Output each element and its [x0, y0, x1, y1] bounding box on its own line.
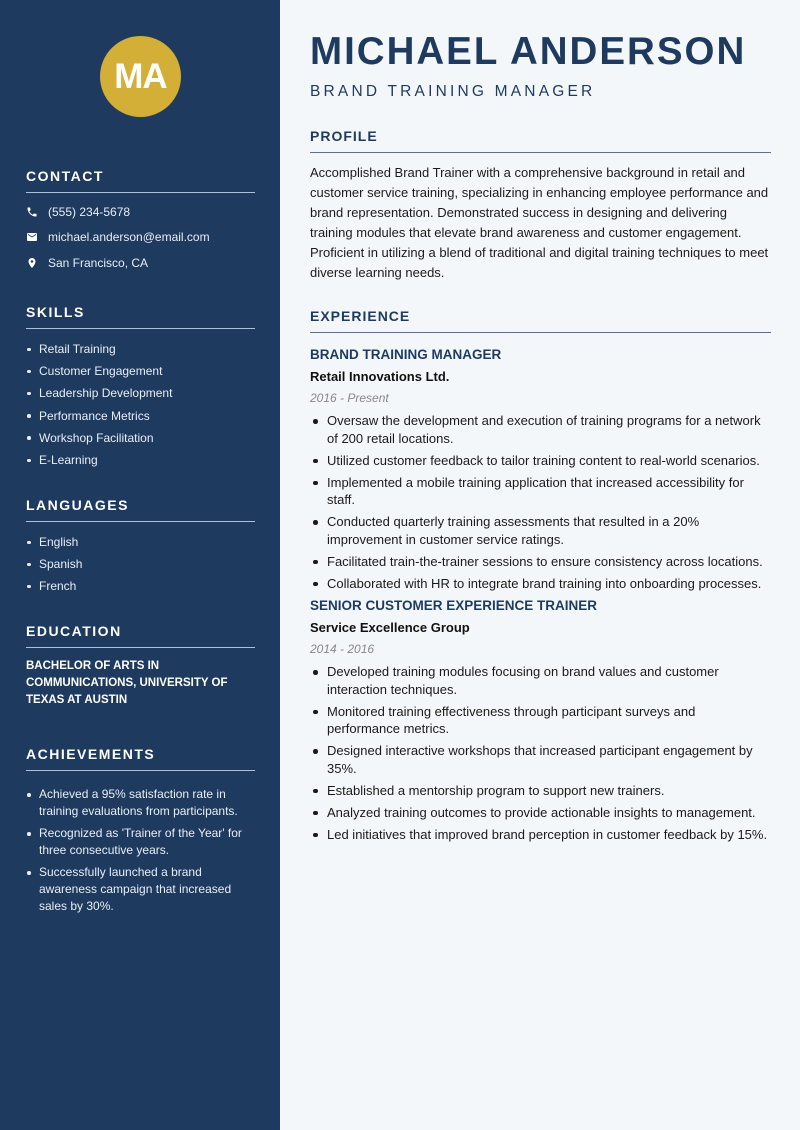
languages-heading: LANGUAGES [26, 497, 255, 522]
skills-section [26, 304, 255, 471]
phone-icon [26, 206, 38, 218]
phone-text: (555) 234-5678 [48, 204, 131, 219]
education-heading: EDUCATION [26, 623, 255, 648]
job-entry [310, 346, 771, 597]
experience-heading: EXPERIENCE [310, 308, 771, 333]
languages-section [26, 497, 255, 598]
job-dates: 2014 - 2016 [310, 642, 375, 656]
achievements-section [26, 746, 255, 920]
location-text: San Francisco, CA [48, 255, 149, 270]
language-item: English [26, 531, 255, 553]
contact-phone [26, 199, 255, 225]
skill-item: Leadership Development [26, 382, 255, 404]
skill-item: E-Learning [26, 449, 255, 471]
skill-item: Performance Metrics [26, 405, 255, 427]
achievement-item: Successfully launched a brand awareness campaign that increased sales by 30%. [26, 864, 255, 915]
email-icon [26, 231, 38, 243]
skill-item: Customer Engagement [26, 360, 255, 382]
job-bullet: Utilized customer feedback to tailor training content to real-world scenarios. [310, 452, 771, 470]
candidate-title: BRAND TRAINING MANAGER [310, 83, 596, 100]
skills-list [26, 338, 255, 471]
profile-heading: PROFILE [310, 128, 771, 153]
job-bullet: Oversaw the development and execution of training programs for a network of 200 retail locations. [310, 412, 771, 447]
avatar [100, 36, 181, 117]
job-bullet: Developed training modules focusing on brand values and customer interaction techniques. [310, 663, 771, 698]
job-bullets [310, 663, 771, 843]
email-text: michael.anderson@email.com [48, 230, 210, 245]
contact-location [26, 250, 255, 276]
languages-list [26, 531, 255, 598]
skill-item: Workshop Facilitation [26, 427, 255, 449]
job-bullet: Conducted quarterly training assessments that resulted in a 20% improvement in customer service ratings. [310, 513, 771, 548]
job-dates: 2016 - Present [310, 391, 389, 405]
contact-section [26, 168, 255, 276]
achievement-item: Achieved a 95% satisfaction rate in training evaluations from participants. [26, 786, 255, 820]
profile-text: Accomplished Brand Trainer with a comprehensive background in retail and customer service training, specializing in enhancing employee performance and brand representation. Demonstrated success in designing and delivering training modules that elevate brand awareness and customer engagement. Proficient in utilizing a blend of traditional and digital training techniques to meet diverse learning needs. [310, 165, 769, 280]
skill-item: Retail Training [26, 338, 255, 360]
language-item: French [26, 575, 255, 597]
achievements-heading: ACHIEVEMENTS [26, 746, 255, 771]
job-bullet: Designed interactive workshops that increased participant engagement by 35%. [310, 742, 771, 777]
job-bullet: Analyzed training outcomes to provide actionable insights to management. [310, 804, 771, 822]
skills-heading: SKILLS [26, 304, 255, 329]
avatar-initials: MA [114, 56, 167, 96]
job-bullet: Monitored training effectiveness through participant surveys and performance metrics. [310, 703, 771, 738]
job-bullet: Implemented a mobile training application that increased accessibility for staff. [310, 474, 771, 509]
candidate-name: MICHAEL ANDERSON [310, 30, 747, 73]
job-company: Retail Innovations Ltd. [310, 369, 450, 384]
contact-email [26, 225, 255, 251]
language-item: Spanish [26, 553, 255, 575]
job-bullets [310, 412, 771, 592]
job-bullet: Facilitated train-the-trainer sessions to ensure consistency across locations. [310, 553, 771, 571]
job-bullet: Collaborated with HR to integrate brand training into onboarding processes. [310, 575, 771, 593]
job-entry [310, 597, 771, 848]
job-title: BRAND TRAINING MANAGER [310, 347, 502, 362]
job-company: Service Excellence Group [310, 620, 470, 635]
sidebar [0, 0, 280, 1130]
job-bullet: Led initiatives that improved brand perception in customer feedback by 15%. [310, 826, 771, 844]
job-title: SENIOR CUSTOMER EXPERIENCE TRAINER [310, 598, 598, 613]
education-degree: BACHELOR OF ARTS IN COMMUNICATIONS, UNIVERSITY OF TEXAS AT AUSTIN [26, 660, 228, 706]
education-section [26, 623, 255, 709]
location-pin-icon [26, 257, 38, 269]
achievement-item: Recognized as 'Trainer of the Year' for three consecutive years. [26, 825, 255, 859]
job-bullet: Established a mentorship program to support new trainers. [310, 782, 771, 800]
contact-heading: CONTACT [26, 168, 255, 193]
achievements-list [26, 786, 255, 915]
